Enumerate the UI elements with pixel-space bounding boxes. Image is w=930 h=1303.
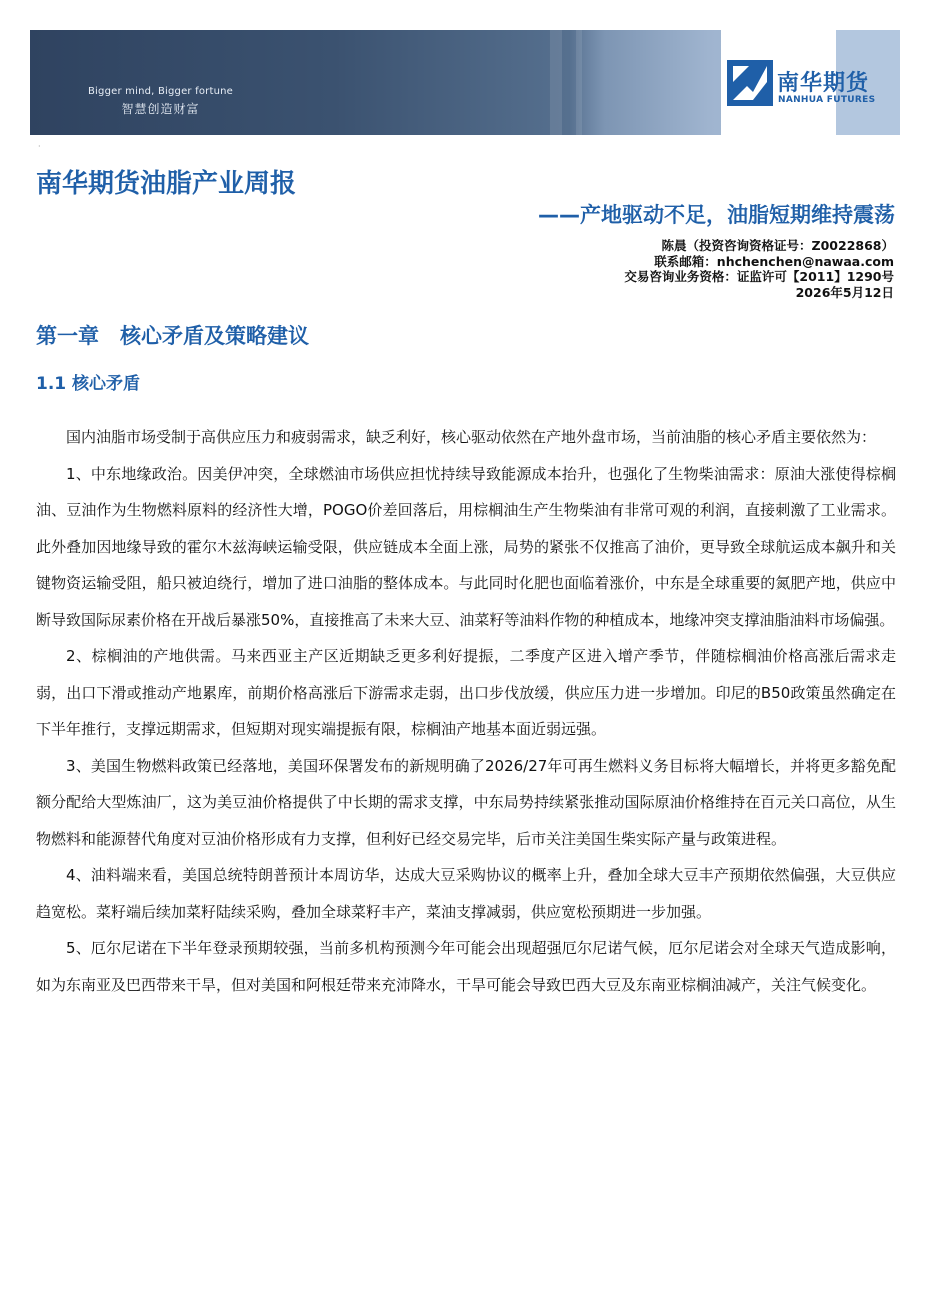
banner-decor-stripe bbox=[576, 30, 582, 135]
banner-slogan bbox=[88, 86, 233, 117]
author-info bbox=[624, 238, 894, 300]
logo-panel bbox=[721, 30, 900, 135]
body-paragraph: 2、棕榈油的产地供需。马来西亚主产区近期缺乏更多利好提振，二季度产区进入增产季节，伴随棕榈油价格高涨后需求走弱，出口下滑或推动产地累库，前期价格高涨后下游需求走弱，出口步伐放缓，供应压力进一步增加。印尼的B50政策虽然确定在下半年推行，支撑远期需求，但短期对现实端提振有限，棕榈油产地基本面近弱远强。 bbox=[36, 647, 896, 738]
body-paragraph: 1、中东地缘政治。因美伊冲突，全球燃油市场供应担忧持续导致能源成本抬升，也强化了生物柴油需求：原油大涨使得棕榈油、豆油作为生物燃料原料的经济性大增，POGO价差回落后，用棕榈油生产生物柴油有非常可观的利润，直接刺激了工业需求。此外叠加因地缘导致的霍尔木兹海峡运输受限，供应链成本全面上涨，局势的紧张不仅推高了油价，更导致全球航运成本飙升和关键物资运输受阻，船只被迫绕行，增加了进口油脂的整体成本。与此同时化肥也面临着涨价，中东是全球重要的氮肥产地，供应中断导致国际尿素价格在开战后暴涨50%，直接推高了未来大豆、油菜籽等油料作物的种植成本，地缘冲突支撑油脂油料市场偏强。 bbox=[36, 464, 896, 629]
nanhua-logo-icon bbox=[727, 60, 773, 106]
chapter-heading: 第一章 核心矛盾及策略建议 bbox=[36, 324, 309, 348]
body-paragraph: 国内油脂市场受制于高供应压力和疲弱需求，缺乏利好，核心驱动依然在产地外盘市场，当前油脂的核心矛盾主要依然为： bbox=[66, 428, 877, 446]
report-date: 2026年5月12日 bbox=[795, 284, 894, 300]
banner-decor-stripe bbox=[550, 30, 562, 135]
section-heading: 1.1 核心矛盾 bbox=[36, 374, 141, 394]
logo-wordmark-en: NANHUA FUTURES bbox=[778, 95, 876, 105]
page-subtitle: ——产地驱动不足，油脂短期维持震荡 bbox=[538, 203, 895, 227]
page-title: 南华期货油脂产业周报 bbox=[36, 169, 297, 199]
page-mark: · bbox=[38, 142, 41, 151]
slogan-english: Bigger mind, Bigger fortune bbox=[88, 86, 234, 97]
body-paragraph: 4、油料端来看，美国总统特朗普预计本周访华，达成大豆采购协议的概率上升，叠加全球大豆丰产预期依然偏强，大豆供应趋宽松。菜籽端后续加菜籽陆续采购，叠加全球菜籽丰产，菜油支撑减弱，供应宽松预期进一步加强。 bbox=[36, 866, 896, 921]
header-banner bbox=[30, 30, 900, 135]
body-text bbox=[36, 419, 896, 1003]
logo-wordmark-cn: 南华期货 bbox=[777, 71, 870, 96]
author-name: 陈晨（投资咨询资格证号：Z0022868） bbox=[661, 238, 894, 253]
slogan-chinese: 智慧创造财富 bbox=[121, 102, 200, 116]
author-email: 联系邮箱：nhchenchen@nawaa.com bbox=[654, 253, 894, 269]
body-paragraph: 5、厄尔尼诺在下半年登录预期较强，当前多机构预测今年可能会出现超强厄尔尼诺气候，厄尔尼诺会对全球天气造成影响，如为东南亚及巴西带来干旱，但对美国和阿根廷带来充沛降水，干旱可能会导致巴西大豆及东南亚棕榈油减产，关注气候变化。 bbox=[36, 939, 896, 994]
author-license: 交易咨询业务资格：证监许可【2011】1290号 bbox=[624, 269, 894, 284]
body-paragraph: 3、美国生物燃料政策已经落地，美国环保署发布的新规明确了2026/27年可再生燃料义务目标将大幅增长，并将更多豁免配额分配给大型炼油厂，这为美豆油价格提供了中长期的需求支撑，中东局势持续紧张推动国际原油价格维持在百元关口高位，从生物燃料和能源替代角度对豆油价格形成有力支撑，但利好已经交易完毕，后市关注美国生柴实际产量与政策进程。 bbox=[36, 756, 896, 848]
